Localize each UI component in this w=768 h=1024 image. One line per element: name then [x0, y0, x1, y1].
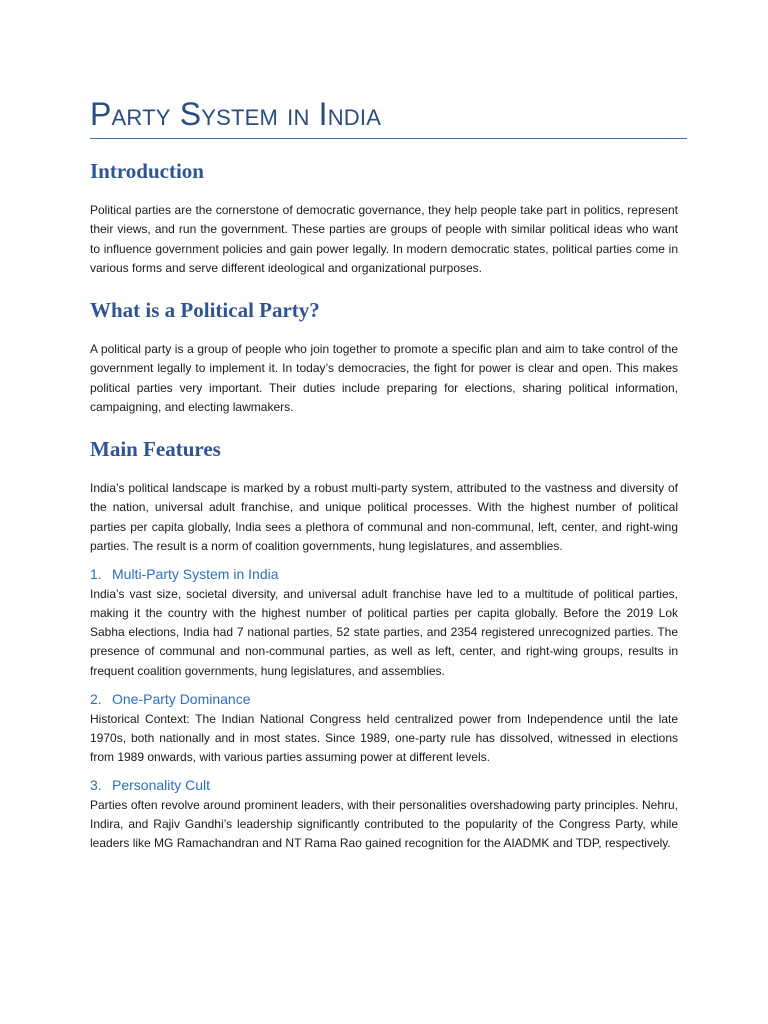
feature-number: 2.	[90, 690, 102, 707]
feature-heading-2	[90, 691, 678, 708]
what-is-paragraph: A political party is a group of people who join together to promote a specific plan and aim to take control of the government legally to implement it. In today’s democracies, the fight for power is clear and open. This makes political parties very important. Their duties include preparing for elections, sharing political information, campaigning, and electing lawmakers.	[90, 342, 678, 414]
title-divider	[90, 138, 687, 139]
feature-number: 1.	[90, 566, 102, 582]
feature-number: 3.	[90, 777, 102, 794]
main-features-paragraph: India’s political landscape is marked by a robust multi-party system, attributed to the vastness and diversity of the nation, universal adult franchise, and unique political processes. With the highest number of political parties per capita globally, India sees a plethora of communal and non-communal, left, center, and right-wing parties. The result is a norm of coalition governments, hung legislatures, and assemblies.	[90, 481, 678, 553]
section-heading-main-features: Main Features	[90, 437, 221, 461]
feature-paragraph-2: Historical Context: The Indian National Congress held centralized power from Independence until the late 1970s, both nationally and in most states. Since 1989, one-party rule has dissolved, witnessed in elections from 1989 onwards, with various parties assuming power at different levels.	[90, 711, 678, 765]
feature-heading-3	[90, 777, 678, 794]
introduction-paragraph: Political parties are the cornerstone of democratic governance, they help people take part in politics, represent their views, and run the government. These parties are groups of people with similar political ideas who want to influence government policies and gain power legally. In modern democratic states, political parties come in various forms and serve different ideological and organizational purposes.	[90, 203, 678, 275]
feature-paragraph-3: Parties often revolve around prominent leaders, with their personalities overshadowing party principles. Nehru, Indira, and Rajiv Gandhi’s leadership significantly contributed to the popularity of the Congress Party, while leaders like MG Ramachandran and NT Rama Rao gained recognition for the AIADMK and TDP, respectively.	[90, 798, 678, 851]
feature-heading-1	[90, 566, 678, 583]
section-heading-what-is: What is a Political Party?	[90, 298, 320, 322]
feature-title: Multi-Party System in India	[112, 566, 279, 582]
feature-title: Personality Cult	[112, 777, 211, 794]
document-title: Party System in India	[90, 96, 382, 132]
feature-paragraph-1: India’s vast size, societal diversity, and universal adult franchise have led to a multitude of political parties, making it the country with the highest number of political parties per capita globally. Before the 2019 Lok Sabha elections, India had 7 national parties, 52 state parties, and 2354 registered unrecognized parties. The presence of communal and non-communal parties, as well as left, center, and right-wing groups, results in frequent coalition governments, hung legislatures, and assemblies.	[90, 586, 678, 678]
feature-title: One-Party Dominance	[112, 690, 251, 707]
section-heading-introduction: Introduction	[90, 159, 204, 183]
